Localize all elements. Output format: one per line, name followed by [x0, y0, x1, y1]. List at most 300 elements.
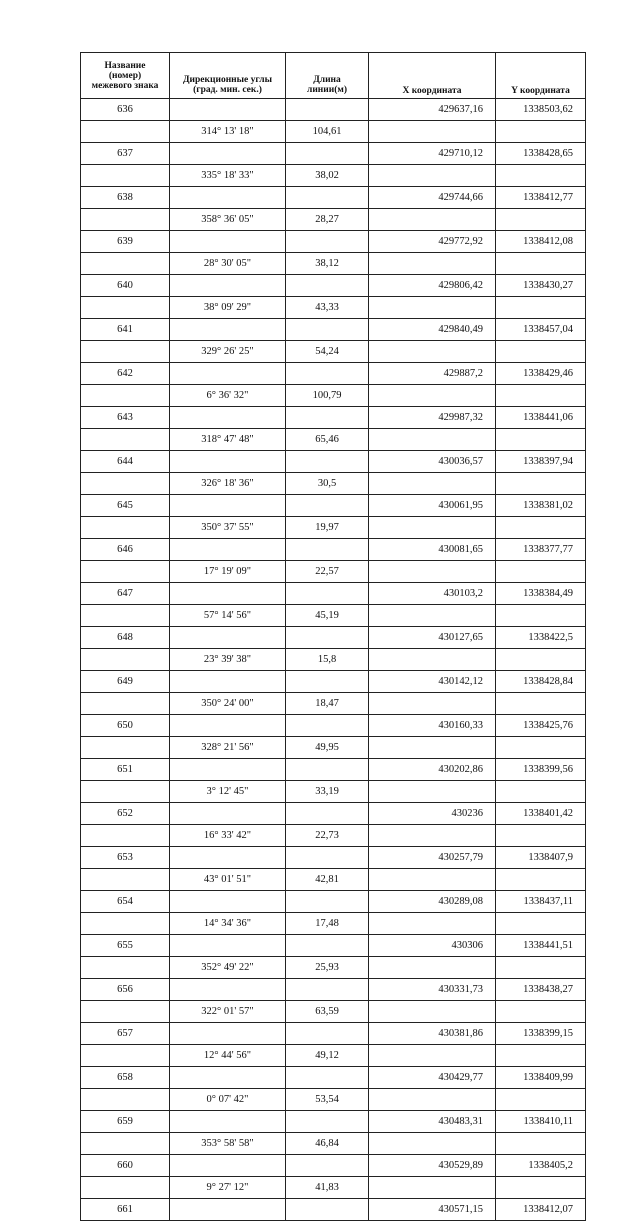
empty-cell — [496, 605, 586, 627]
empty-cell — [286, 187, 369, 209]
empty-cell — [170, 935, 286, 957]
empty-cell — [369, 209, 496, 231]
empty-cell — [286, 1199, 369, 1221]
empty-cell — [496, 957, 586, 979]
line-length: 65,46 — [286, 429, 369, 451]
segment-row — [81, 561, 586, 583]
segment-row — [81, 209, 586, 231]
empty-cell — [81, 561, 170, 583]
empty-cell — [170, 407, 286, 429]
header-text: Название — [104, 60, 146, 71]
line-length: 63,59 — [286, 1001, 369, 1023]
empty-cell — [496, 253, 586, 275]
y-coordinate: 1338409,99 — [496, 1067, 586, 1089]
bearing-angle: 335° 18' 33" — [170, 165, 286, 187]
empty-cell — [170, 671, 286, 693]
point-row — [81, 407, 586, 429]
empty-cell — [81, 1177, 170, 1199]
empty-cell — [286, 583, 369, 605]
empty-cell — [369, 913, 496, 935]
point-row — [81, 1111, 586, 1133]
empty-cell — [170, 451, 286, 473]
header-y-coordinate: Y координата — [496, 53, 586, 99]
empty-cell — [496, 869, 586, 891]
segment-row — [81, 913, 586, 935]
x-coordinate: 429710,12 — [369, 143, 496, 165]
line-length: 30,5 — [286, 473, 369, 495]
empty-cell — [369, 429, 496, 451]
empty-cell — [170, 979, 286, 1001]
point-name: 659 — [81, 1111, 170, 1133]
empty-cell — [81, 121, 170, 143]
y-coordinate: 1338381,02 — [496, 495, 586, 517]
header-text: Длина — [313, 75, 341, 85]
line-length: 22,73 — [286, 825, 369, 847]
header-length — [286, 53, 369, 99]
point-row — [81, 759, 586, 781]
empty-cell — [286, 319, 369, 341]
empty-cell — [170, 319, 286, 341]
line-length: 46,84 — [286, 1133, 369, 1155]
segment-row — [81, 1133, 586, 1155]
header-text: (град. мин. сек.) — [193, 85, 262, 95]
empty-cell — [286, 803, 369, 825]
empty-cell — [286, 1067, 369, 1089]
y-coordinate: 1338441,06 — [496, 407, 586, 429]
empty-cell — [286, 495, 369, 517]
empty-cell — [369, 957, 496, 979]
point-name: 645 — [81, 495, 170, 517]
segment-row — [81, 1177, 586, 1199]
empty-cell — [170, 1067, 286, 1089]
empty-cell — [81, 649, 170, 671]
segment-row — [81, 869, 586, 891]
empty-cell — [369, 869, 496, 891]
line-length: 43,33 — [286, 297, 369, 319]
point-row — [81, 451, 586, 473]
segment-row — [81, 429, 586, 451]
empty-cell — [369, 385, 496, 407]
point-row — [81, 539, 586, 561]
x-coordinate: 430236 — [369, 803, 496, 825]
empty-cell — [286, 891, 369, 913]
empty-cell — [170, 759, 286, 781]
point-name: 661 — [81, 1199, 170, 1221]
header-bearing — [170, 53, 286, 99]
y-coordinate: 1338399,56 — [496, 759, 586, 781]
empty-cell — [369, 737, 496, 759]
empty-cell — [81, 297, 170, 319]
empty-cell — [369, 1177, 496, 1199]
line-length: 100,79 — [286, 385, 369, 407]
x-coordinate: 430306 — [369, 935, 496, 957]
x-coordinate: 429744,66 — [369, 187, 496, 209]
bearing-angle: 318° 47' 48" — [170, 429, 286, 451]
y-coordinate: 1338384,49 — [496, 583, 586, 605]
y-coordinate: 1338410,11 — [496, 1111, 586, 1133]
point-name: 650 — [81, 715, 170, 737]
bearing-angle: 358° 36' 05" — [170, 209, 286, 231]
segment-row — [81, 1045, 586, 1067]
point-row — [81, 99, 586, 121]
point-name: 655 — [81, 935, 170, 957]
y-coordinate: 1338412,77 — [496, 187, 586, 209]
point-name: 657 — [81, 1023, 170, 1045]
point-row — [81, 891, 586, 913]
empty-cell — [496, 297, 586, 319]
coordinates-document — [80, 52, 585, 1215]
point-row — [81, 319, 586, 341]
empty-cell — [369, 781, 496, 803]
segment-row — [81, 737, 586, 759]
x-coordinate: 430289,08 — [369, 891, 496, 913]
point-name: 649 — [81, 671, 170, 693]
empty-cell — [170, 99, 286, 121]
x-coordinate: 429772,92 — [369, 231, 496, 253]
empty-cell — [286, 759, 369, 781]
empty-cell — [170, 363, 286, 385]
empty-cell — [81, 1001, 170, 1023]
empty-cell — [286, 407, 369, 429]
point-row — [81, 979, 586, 1001]
empty-cell — [286, 935, 369, 957]
empty-cell — [170, 1199, 286, 1221]
empty-cell — [81, 1045, 170, 1067]
x-coordinate: 430103,2 — [369, 583, 496, 605]
point-name: 636 — [81, 99, 170, 121]
x-coordinate: 429840,49 — [369, 319, 496, 341]
empty-cell — [286, 627, 369, 649]
segment-row — [81, 517, 586, 539]
empty-cell — [496, 825, 586, 847]
empty-cell — [81, 473, 170, 495]
x-coordinate: 429806,42 — [369, 275, 496, 297]
line-length: 45,19 — [286, 605, 369, 627]
line-length: 53,54 — [286, 1089, 369, 1111]
x-coordinate: 430483,31 — [369, 1111, 496, 1133]
empty-cell — [170, 1155, 286, 1177]
empty-cell — [496, 1133, 586, 1155]
line-length: 18,47 — [286, 693, 369, 715]
y-coordinate: 1338428,65 — [496, 143, 586, 165]
x-coordinate: 430061,95 — [369, 495, 496, 517]
bearing-angle: 352° 49' 22" — [170, 957, 286, 979]
line-length: 15,8 — [286, 649, 369, 671]
point-row — [81, 495, 586, 517]
bearing-angle: 57° 14' 56" — [170, 605, 286, 627]
empty-cell — [496, 1089, 586, 1111]
empty-cell — [81, 517, 170, 539]
y-coordinate: 1338438,27 — [496, 979, 586, 1001]
point-row — [81, 1023, 586, 1045]
x-coordinate: 430529,89 — [369, 1155, 496, 1177]
empty-cell — [286, 1155, 369, 1177]
header-text: (номер) — [108, 70, 142, 81]
empty-cell — [496, 385, 586, 407]
point-row — [81, 231, 586, 253]
line-length: 49,95 — [286, 737, 369, 759]
y-coordinate: 1338377,77 — [496, 539, 586, 561]
empty-cell — [496, 1045, 586, 1067]
point-name: 643 — [81, 407, 170, 429]
bearing-angle: 12° 44' 56" — [170, 1045, 286, 1067]
point-name: 639 — [81, 231, 170, 253]
empty-cell — [81, 869, 170, 891]
point-row — [81, 143, 586, 165]
line-length: 25,93 — [286, 957, 369, 979]
y-coordinate: 1338430,27 — [496, 275, 586, 297]
empty-cell — [81, 825, 170, 847]
empty-cell — [170, 847, 286, 869]
empty-cell — [369, 1001, 496, 1023]
y-coordinate: 1338428,84 — [496, 671, 586, 693]
empty-cell — [369, 517, 496, 539]
segment-row — [81, 605, 586, 627]
bearing-angle: 350° 37' 55" — [170, 517, 286, 539]
bearing-angle: 38° 09' 29" — [170, 297, 286, 319]
line-length: 22,57 — [286, 561, 369, 583]
segment-row — [81, 957, 586, 979]
point-name: 651 — [81, 759, 170, 781]
line-length: 49,12 — [286, 1045, 369, 1067]
empty-cell — [286, 1111, 369, 1133]
bearing-angle: 28° 30' 05" — [170, 253, 286, 275]
empty-cell — [81, 957, 170, 979]
empty-cell — [369, 253, 496, 275]
empty-cell — [496, 913, 586, 935]
x-coordinate: 429637,16 — [369, 99, 496, 121]
point-row — [81, 363, 586, 385]
empty-cell — [170, 539, 286, 561]
line-length: 19,97 — [286, 517, 369, 539]
header-text: линии(м) — [306, 85, 348, 95]
y-coordinate: 1338437,11 — [496, 891, 586, 913]
empty-cell — [170, 1023, 286, 1045]
empty-cell — [81, 781, 170, 803]
empty-cell — [496, 693, 586, 715]
empty-cell — [369, 825, 496, 847]
table-body — [81, 99, 586, 1221]
point-row — [81, 715, 586, 737]
empty-cell — [369, 473, 496, 495]
y-coordinate: 1338503,62 — [496, 99, 586, 121]
empty-cell — [81, 1089, 170, 1111]
bearing-angle: 43° 01' 51" — [170, 869, 286, 891]
empty-cell — [369, 1133, 496, 1155]
line-length: 104,61 — [286, 121, 369, 143]
empty-cell — [81, 737, 170, 759]
bearing-angle: 0° 07' 42" — [170, 1089, 286, 1111]
empty-cell — [170, 627, 286, 649]
y-coordinate: 1338412,07 — [496, 1199, 586, 1221]
empty-cell — [369, 693, 496, 715]
bearing-angle: 16° 33' 42" — [170, 825, 286, 847]
y-coordinate: 1338441,51 — [496, 935, 586, 957]
point-row — [81, 1155, 586, 1177]
segment-row — [81, 121, 586, 143]
empty-cell — [170, 715, 286, 737]
point-name: 656 — [81, 979, 170, 1001]
point-name: 647 — [81, 583, 170, 605]
header-text: Дирекционные углы — [183, 75, 272, 85]
x-coordinate: 429987,32 — [369, 407, 496, 429]
empty-cell — [170, 275, 286, 297]
bearing-angle: 9° 27' 12" — [170, 1177, 286, 1199]
x-coordinate: 430036,57 — [369, 451, 496, 473]
point-name: 653 — [81, 847, 170, 869]
point-row — [81, 627, 586, 649]
empty-cell — [286, 231, 369, 253]
empty-cell — [286, 99, 369, 121]
table-header-row — [81, 53, 586, 99]
empty-cell — [81, 605, 170, 627]
y-coordinate: 1338422,5 — [496, 627, 586, 649]
empty-cell — [369, 1089, 496, 1111]
y-coordinate: 1338399,15 — [496, 1023, 586, 1045]
segment-row — [81, 781, 586, 803]
segment-row — [81, 1089, 586, 1111]
segment-row — [81, 473, 586, 495]
empty-cell — [170, 143, 286, 165]
empty-cell — [170, 187, 286, 209]
line-length: 17,48 — [286, 913, 369, 935]
empty-cell — [81, 341, 170, 363]
segment-row — [81, 165, 586, 187]
point-name: 646 — [81, 539, 170, 561]
empty-cell — [496, 473, 586, 495]
point-name: 648 — [81, 627, 170, 649]
empty-cell — [369, 1045, 496, 1067]
empty-cell — [81, 209, 170, 231]
empty-cell — [286, 715, 369, 737]
point-name: 641 — [81, 319, 170, 341]
x-coordinate: 430429,77 — [369, 1067, 496, 1089]
point-name: 658 — [81, 1067, 170, 1089]
empty-cell — [369, 605, 496, 627]
empty-cell — [170, 803, 286, 825]
point-row — [81, 583, 586, 605]
bearing-angle: 314° 13' 18" — [170, 121, 286, 143]
x-coordinate: 430127,65 — [369, 627, 496, 649]
y-coordinate: 1338412,08 — [496, 231, 586, 253]
empty-cell — [81, 429, 170, 451]
point-name: 644 — [81, 451, 170, 473]
x-coordinate: 430142,12 — [369, 671, 496, 693]
x-coordinate: 429887,2 — [369, 363, 496, 385]
segment-row — [81, 825, 586, 847]
empty-cell — [170, 231, 286, 253]
point-row — [81, 671, 586, 693]
empty-cell — [496, 429, 586, 451]
y-coordinate: 1338429,46 — [496, 363, 586, 385]
empty-cell — [369, 165, 496, 187]
y-coordinate: 1338425,76 — [496, 715, 586, 737]
bearing-angle: 326° 18' 36" — [170, 473, 286, 495]
line-length: 38,02 — [286, 165, 369, 187]
point-name: 640 — [81, 275, 170, 297]
empty-cell — [170, 1111, 286, 1133]
y-coordinate: 1338397,94 — [496, 451, 586, 473]
y-coordinate: 1338401,42 — [496, 803, 586, 825]
y-coordinate: 1338457,04 — [496, 319, 586, 341]
empty-cell — [496, 737, 586, 759]
header-text: межевого знака — [91, 80, 159, 91]
line-length: 41,83 — [286, 1177, 369, 1199]
y-coordinate: 1338405,2 — [496, 1155, 586, 1177]
x-coordinate: 430257,79 — [369, 847, 496, 869]
point-row — [81, 1067, 586, 1089]
empty-cell — [81, 385, 170, 407]
header-point-name — [81, 53, 170, 99]
empty-cell — [286, 671, 369, 693]
empty-cell — [496, 649, 586, 671]
bearing-angle: 23° 39' 38" — [170, 649, 286, 671]
bearing-angle: 350° 24' 00" — [170, 693, 286, 715]
x-coordinate: 430331,73 — [369, 979, 496, 1001]
empty-cell — [286, 847, 369, 869]
bearing-angle: 17° 19' 09" — [170, 561, 286, 583]
empty-cell — [286, 1023, 369, 1045]
segment-row — [81, 297, 586, 319]
empty-cell — [496, 121, 586, 143]
line-length: 42,81 — [286, 869, 369, 891]
bearing-angle: 14° 34' 36" — [170, 913, 286, 935]
x-coordinate: 430381,86 — [369, 1023, 496, 1045]
boundary-points-table — [80, 52, 586, 1221]
segment-row — [81, 1001, 586, 1023]
segment-row — [81, 385, 586, 407]
y-coordinate: 1338407,9 — [496, 847, 586, 869]
empty-cell — [369, 297, 496, 319]
point-name: 652 — [81, 803, 170, 825]
empty-cell — [286, 451, 369, 473]
segment-row — [81, 649, 586, 671]
empty-cell — [170, 495, 286, 517]
point-row — [81, 803, 586, 825]
bearing-angle: 329° 26' 25" — [170, 341, 286, 363]
empty-cell — [496, 165, 586, 187]
empty-cell — [496, 517, 586, 539]
empty-cell — [286, 143, 369, 165]
point-row — [81, 847, 586, 869]
empty-cell — [496, 561, 586, 583]
bearing-angle: 328° 21' 56" — [170, 737, 286, 759]
empty-cell — [286, 363, 369, 385]
empty-cell — [496, 1177, 586, 1199]
empty-cell — [81, 913, 170, 935]
empty-cell — [81, 1133, 170, 1155]
empty-cell — [496, 209, 586, 231]
empty-cell — [81, 253, 170, 275]
empty-cell — [496, 341, 586, 363]
point-row — [81, 935, 586, 957]
empty-cell — [369, 649, 496, 671]
empty-cell — [286, 539, 369, 561]
segment-row — [81, 341, 586, 363]
empty-cell — [369, 561, 496, 583]
bearing-angle: 322° 01' 57" — [170, 1001, 286, 1023]
segment-row — [81, 253, 586, 275]
point-name: 637 — [81, 143, 170, 165]
point-name: 642 — [81, 363, 170, 385]
empty-cell — [369, 341, 496, 363]
empty-cell — [170, 583, 286, 605]
empty-cell — [496, 781, 586, 803]
empty-cell — [170, 891, 286, 913]
x-coordinate: 430081,65 — [369, 539, 496, 561]
empty-cell — [81, 165, 170, 187]
point-row — [81, 275, 586, 297]
